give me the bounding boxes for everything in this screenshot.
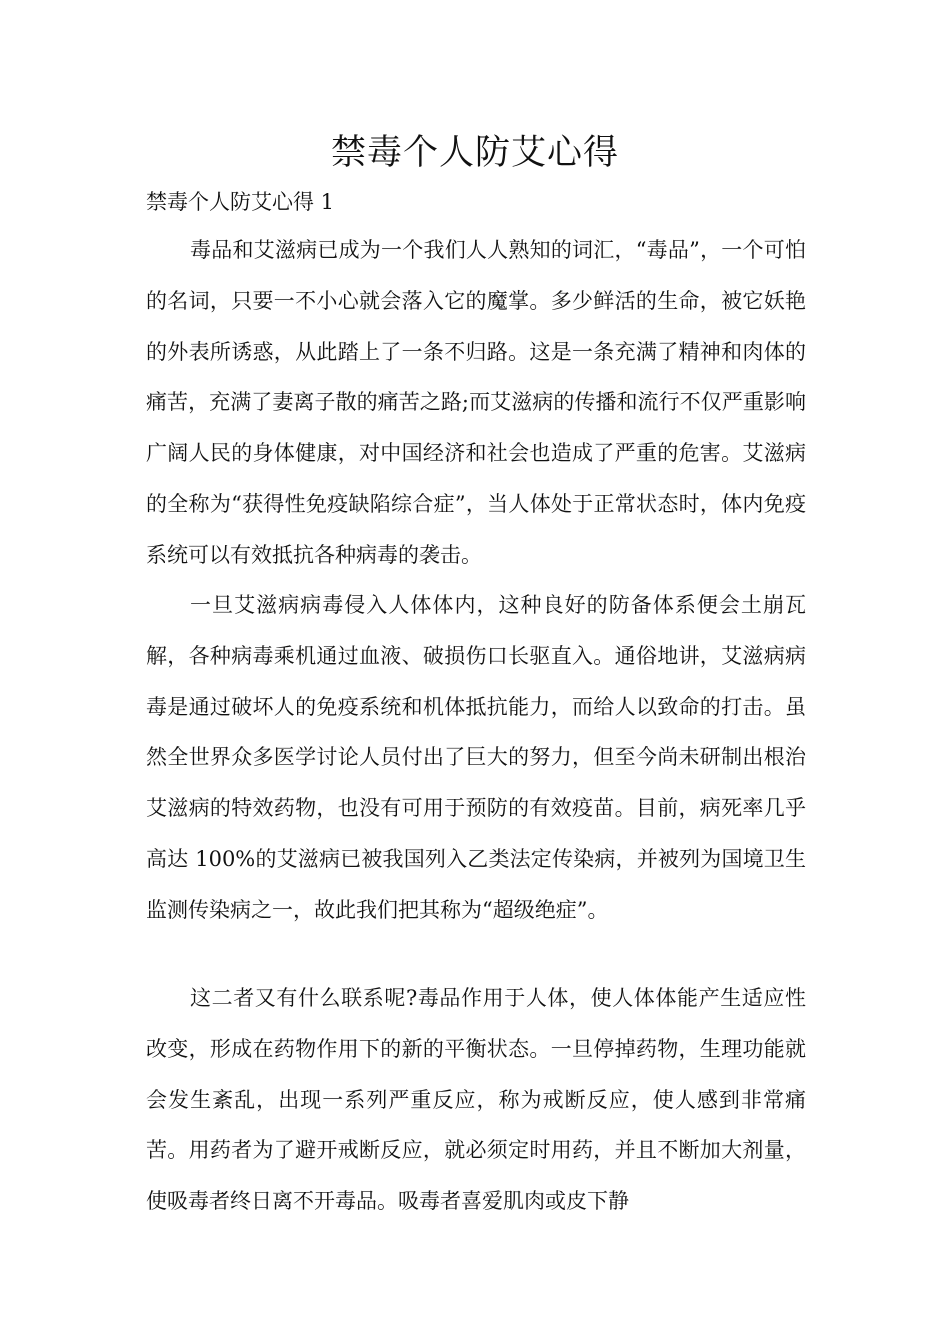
document-title: 禁毒个人防艾心得 [330, 133, 619, 173]
section-heading: 禁毒个人防艾心得 1 [146, 190, 335, 214]
paragraph: 毒品和艾滋病已成为一个我们人人熟知的词汇，“毒品”，一个可怕的名词，只要一不小心就会落入它的魔掌。多少鲜活的生命，被它妖艳的外表所诱惑，从此踏上了一条不归路。这是一条充满了精神和肉体的痛苦，充满了妻离子散的痛苦之路;而艾滋病的传播和流行不仅严重影响广阔人民的身体健康，对中国经济和社会也造成了严重的危害。艾滋病的全称为“获得性免疫缺陷综合症”，当人体处于正常状态时，体内免疫系统可以有效抵抗各种病毒的袭击。 [146, 238, 806, 567]
paragraph: 一旦艾滋病病毒侵入人体体内，这种良好的防备体系便会土崩瓦解，各种病毒乘机通过血液、破损伤口长驱直入。通俗地讲，艾滋病病毒是通过破坏人的免疫系统和机体抵抗能力，而给人以致命的打击。虽然全世界众多医学讨论人员付出了巨大的努力，但至今尚未研制出根治艾滋病的特效药物，也没有可用于预防的有效疫苗。目前，病死率几乎高达 100%的艾滋病已被我国列入乙类法定传染病，并被列为国境卫生监测传染病之一，故此我们把其称为“超级绝症”。 [146, 593, 806, 922]
paragraph: 这二者又有什么联系呢?毒品作用于人体，使人体体能产生适应性改变，形成在药物作用下的新的平衡状态。一旦停掉药物，生理功能就会发生紊乱，出现一系列严重反应，称为戒断反应，使人感到非常痛苦。用药者为了避开戒断反应，就必须定时用药，并且不断加大剂量，使吸毒者终日离不开毒品。吸毒者喜爱肌肉或皮下静 [146, 986, 806, 1214]
